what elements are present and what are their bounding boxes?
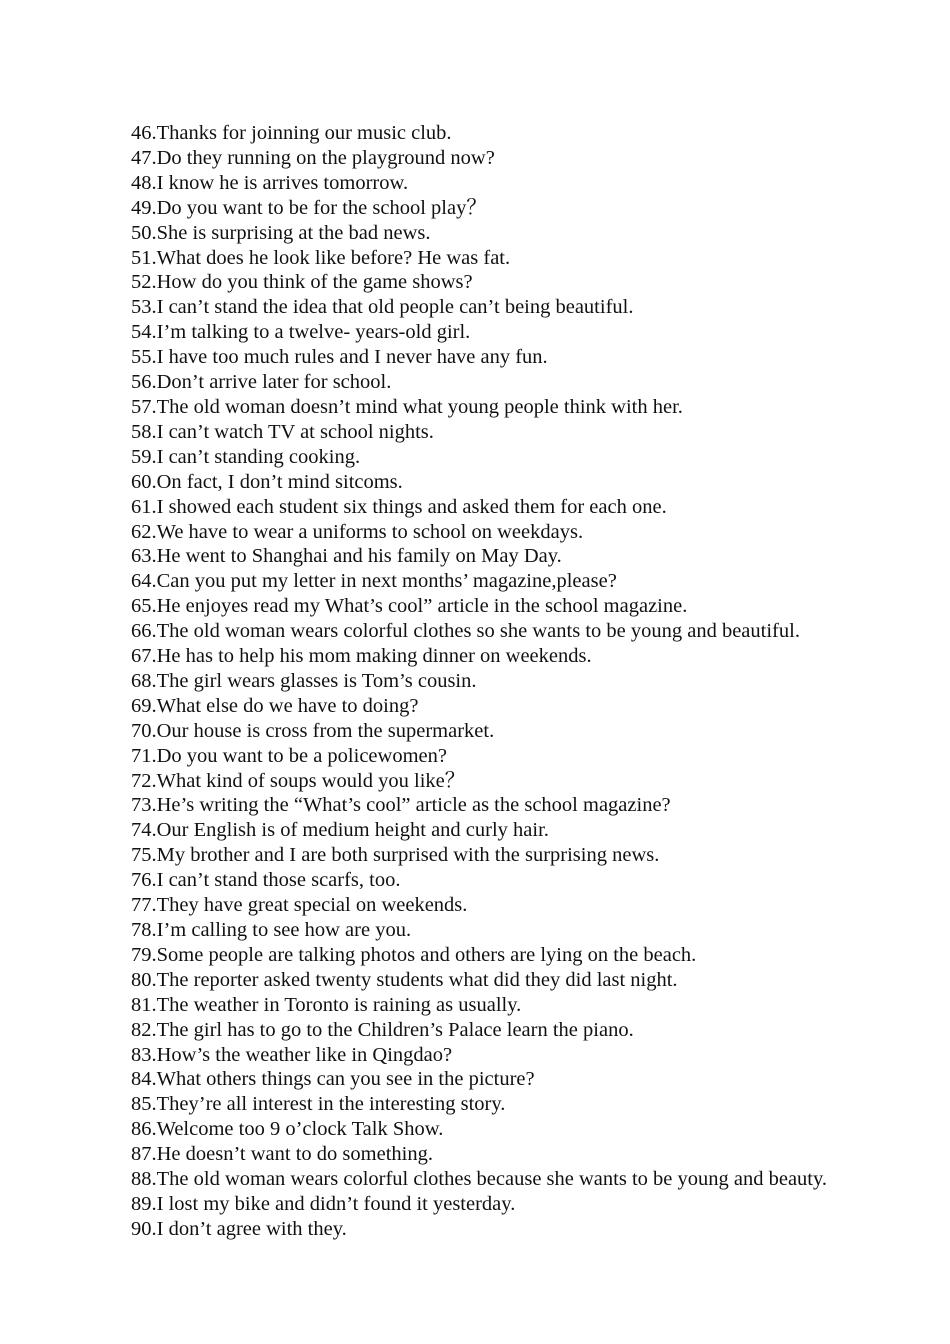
sentence-text: He went to Shanghai and his family on May Day. [156, 545, 562, 568]
sentence-item [131, 694, 891, 719]
sentence-text: Do they running on the playground now? [156, 146, 495, 169]
sentence-number: 63. [131, 545, 157, 568]
sentence-item [131, 818, 891, 843]
sentence-item [131, 1092, 891, 1117]
sentence-number: 54. [131, 321, 157, 344]
sentence-item [131, 1067, 891, 1092]
sentence-text: What others things can you see in the picture? [156, 1068, 535, 1091]
sentence-item [131, 196, 891, 221]
sentence-item [131, 270, 891, 295]
sentence-number: 47. [131, 146, 157, 169]
sentence-list [131, 121, 891, 1242]
sentence-item [131, 1192, 891, 1217]
sentence-number: 48. [131, 171, 157, 194]
sentence-number: 81. [131, 993, 157, 1016]
sentence-number: 88. [131, 1168, 157, 1191]
sentence-item [131, 769, 891, 794]
sentence-text: I’m calling to see how are you. [156, 919, 412, 941]
sentence-item [131, 295, 891, 320]
sentence-item [131, 943, 891, 968]
sentence-number: 52. [131, 271, 157, 294]
sentence-number: 55. [131, 346, 157, 369]
sentence-number: 49. [131, 196, 157, 219]
sentence-item [131, 221, 891, 246]
sentence-item [131, 470, 891, 495]
sentence-item [131, 1217, 891, 1242]
sentence-number: 80. [131, 968, 157, 991]
sentence-text: I don’t agree with they. [156, 1217, 347, 1240]
sentence-number: 74. [131, 819, 157, 842]
sentence-number: 82. [131, 1018, 157, 1041]
sentence-item [131, 320, 891, 345]
sentence-text: I can’t stand those scarfs, too. [156, 869, 401, 892]
sentence-number: 46. [131, 122, 157, 144]
sentence-number: 83. [131, 1043, 157, 1066]
sentence-text: How’s the weather like in Qingdao? [156, 1043, 453, 1066]
sentence-number: 84. [131, 1068, 157, 1091]
sentence-number: 68. [131, 669, 157, 692]
sentence-text: They’re all interest in the interesting story. [156, 1093, 506, 1116]
sentence-item [131, 968, 891, 993]
sentence-item [131, 569, 891, 594]
sentence-text: The old woman wears colorful clothes because she wants to be young and beauty. [156, 1168, 828, 1191]
sentence-item [131, 594, 891, 619]
sentence-item [131, 171, 891, 196]
sentence-item [131, 1167, 891, 1192]
sentence-text: I’m talking to a twelve- years-old girl. [156, 321, 471, 344]
sentence-number: 69. [131, 694, 157, 717]
sentence-text: They have great special on weekends. [156, 894, 468, 917]
sentence-item [131, 495, 891, 520]
sentence-text: What kind of soups would you like？ [156, 769, 466, 792]
sentence-text: I can’t standing cooking. [156, 445, 361, 468]
sentence-text: The girl wears glasses is Tom’s cousin. [156, 669, 477, 692]
sentence-number: 71. [131, 744, 157, 767]
sentence-number: 75. [131, 844, 157, 867]
sentence-text: The old woman doesn’t mind what young people think with her. [156, 395, 683, 418]
sentence-text: I can’t stand the idea that old people can’t being beautiful. [156, 296, 634, 319]
sentence-item [131, 1043, 891, 1068]
sentence-number: 90. [131, 1217, 157, 1240]
sentence-item [131, 719, 891, 744]
sentence-text: Our house is cross from the supermarket. [156, 719, 495, 742]
sentence-text: Welcome too 9 o’clock Talk Show. [156, 1118, 444, 1141]
sentence-text: I have too much rules and I never have any fun. [156, 346, 548, 369]
sentence-number: 61. [131, 495, 157, 518]
sentence-item [131, 744, 891, 769]
sentence-text: Can you put my letter in next months’ magazine,please? [156, 570, 617, 593]
sentence-item [131, 843, 891, 868]
sentence-text: He enjoyes read my What’s cool” article in the school magazine. [156, 595, 688, 618]
sentence-text: He doesn’t want to do something. [156, 1143, 433, 1166]
sentence-item [131, 544, 891, 569]
sentence-item [131, 246, 891, 271]
sentence-item [131, 893, 891, 918]
sentence-text: Thanks for joinning our music club. [156, 122, 452, 144]
sentence-text: The old woman wears colorful clothes so she wants to be young and beautiful. [156, 620, 800, 643]
sentence-item [131, 868, 891, 893]
sentence-number: 53. [131, 296, 157, 319]
sentence-item [131, 993, 891, 1018]
sentence-item [131, 1117, 891, 1142]
sentence-text: The reporter asked twenty students what did they did last night. [156, 968, 678, 991]
sentence-number: 59. [131, 445, 157, 468]
sentence-number: 56. [131, 371, 157, 394]
sentence-text: What does he look like before? He was fat. [156, 246, 511, 269]
sentence-item [131, 1018, 891, 1043]
sentence-number: 60. [131, 470, 157, 493]
sentence-text: She is surprising at the bad news. [156, 221, 431, 244]
sentence-item [131, 669, 891, 694]
sentence-text: The weather in Toronto is raining as usually. [156, 993, 522, 1016]
sentence-text: He has to help his mom making dinner on weekends. [156, 645, 592, 668]
sentence-text: I know he is arrives tomorrow. [156, 171, 409, 194]
sentence-item [131, 370, 891, 395]
sentence-number: 70. [131, 719, 157, 742]
sentence-item [131, 146, 891, 171]
sentence-item [131, 445, 891, 470]
sentence-item [131, 644, 891, 669]
sentence-text: I showed each student six things and asked them for each one. [156, 495, 667, 518]
sentence-number: 66. [131, 620, 157, 643]
sentence-text: On fact, I don’t mind sitcoms. [156, 470, 403, 493]
sentence-text: We have to wear a uniforms to school on weekdays. [156, 520, 584, 543]
sentence-text: He’s writing the “What’s cool” article as the school magazine? [156, 794, 671, 817]
sentence-number: 65. [131, 595, 157, 618]
sentence-item [131, 918, 891, 943]
sentence-number: 79. [131, 943, 157, 966]
sentence-number: 58. [131, 420, 157, 443]
sentence-text: My brother and I are both surprised with the surprising news. [156, 844, 660, 867]
sentence-text: Our English is of medium height and curly hair. [156, 819, 549, 842]
sentence-item [131, 1142, 891, 1167]
sentence-number: 62. [131, 520, 157, 543]
sentence-number: 64. [131, 570, 157, 593]
sentence-text: The girl has to go to the Children’s Palace learn the piano. [156, 1018, 634, 1041]
sentence-number: 86. [131, 1118, 157, 1141]
sentence-text: How do you think of the game shows? [156, 271, 473, 294]
sentence-text: Do you want to be for the school play？ [156, 196, 487, 219]
sentence-item [131, 420, 891, 445]
sentence-item [131, 395, 891, 420]
sentence-item [131, 793, 891, 818]
sentence-number: 89. [131, 1192, 157, 1215]
sentence-text: Do you want to be a policewomen? [156, 744, 447, 767]
sentence-number: 76. [131, 869, 157, 892]
sentence-text: What else do we have to doing? [156, 694, 419, 717]
sentence-item [131, 121, 891, 146]
sentence-number: 85. [131, 1093, 157, 1116]
sentence-text: I lost my bike and didn’t found it yesterday. [156, 1192, 516, 1215]
sentence-number: 87. [131, 1143, 157, 1166]
sentence-number: 77. [131, 894, 157, 917]
sentence-number: 51. [131, 246, 157, 269]
sentence-item [131, 520, 891, 545]
sentence-item [131, 619, 891, 644]
sentence-item [131, 345, 891, 370]
sentence-text: I can’t watch TV at school nights. [156, 420, 434, 443]
sentence-number: 72. [131, 769, 157, 792]
sentence-text: Don’t arrive later for school. [156, 371, 392, 394]
sentence-number: 57. [131, 395, 157, 418]
sentence-number: 50. [131, 221, 157, 244]
sentence-number: 73. [131, 794, 157, 817]
sentence-number: 67. [131, 645, 157, 668]
sentence-text: Some people are talking photos and others are lying on the beach. [156, 943, 697, 966]
sentence-number: 78. [131, 919, 157, 941]
